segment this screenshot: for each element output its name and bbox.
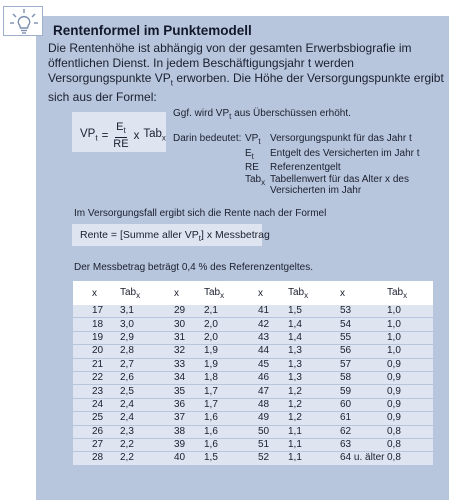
cell-tab-value: 2,6 [120, 371, 174, 384]
cell-age: 24 [73, 398, 120, 411]
cell-tab-value: 1,6 [204, 412, 258, 425]
cell-tab-value: 2,2 [120, 438, 174, 451]
table-row [73, 452, 433, 465]
legend-desc: Tabellenwert für das Alter x des Versicherten im Jahr [270, 173, 409, 196]
table-row [73, 345, 433, 358]
legend-desc: Referenzentgelt [270, 162, 341, 173]
cell-age: 30 [174, 318, 204, 331]
cell-tab-value: 2,4 [120, 412, 174, 425]
intro-text: Die Rentenhöhe ist abhängig von der gesamten Erwerbsbiografie im öffentlichen Dienst. In jedem Beschäftigungsjahr t werden Versorgungspunkte $VP_t$ erworben. Die Höhe der Versorgungspunkte ergibt sich aus der Formel: [48, 41, 444, 105]
rente-formula: Rente = [Summe aller $VP_t$] x Messbetrag [80, 229, 270, 244]
table-row [73, 305, 433, 318]
vp-hint: Ggf. wird $VP_t$ aus Überschüssen erhöht. [173, 108, 351, 121]
table-row [73, 398, 433, 411]
cell-age: 38 [174, 425, 204, 438]
cell-age: 22 [73, 371, 120, 384]
cell-tab-value: 2,5 [120, 385, 174, 398]
legend-symbol: RE [245, 162, 259, 173]
cell-tab-value: 0,9 [387, 385, 433, 398]
cell-tab-value: 0,9 [387, 358, 433, 371]
formula-equals: = [101, 129, 109, 142]
cell-tab-value: 2,3 [120, 425, 174, 438]
formula-times: x [133, 129, 140, 142]
cell-age: 41 [258, 305, 288, 318]
formula-numerator: $E_t$ [115, 121, 127, 138]
cell-age: 26 [73, 425, 120, 438]
cell-age: 21 [73, 358, 120, 371]
cell-tab-value: 0,9 [387, 398, 433, 411]
section-title: Rentenformel im Punktemodell [53, 23, 252, 38]
formula-fraction [113, 121, 128, 150]
cell-age: 49 [258, 412, 288, 425]
formula-tab: Tab$_x$ [143, 128, 166, 143]
symbol-legend [245, 133, 430, 197]
cell-age: 56 [340, 345, 387, 358]
cell-age: 63 [340, 438, 387, 451]
versorgungsfall-text: Im Versorgungsfall ergibt sich die Rente nach der Formel [74, 208, 327, 219]
cell-tab-value: 1,6 [204, 425, 258, 438]
cell-age: 53 [340, 305, 387, 318]
table-row [73, 412, 433, 425]
table-row [73, 331, 433, 344]
header-tab: Tab$_x$ [288, 281, 340, 305]
cell-age: 42 [258, 318, 288, 331]
cell-tab-value: 1,7 [204, 385, 258, 398]
cell-age: 32 [174, 345, 204, 358]
cell-tab-value: 1,3 [288, 345, 340, 358]
cell-age: 34 [174, 371, 204, 384]
cell-age: 47 [258, 385, 288, 398]
cell-age: 25 [73, 412, 120, 425]
legend-desc: Versorgungspunkt für das Jahr t [270, 133, 412, 144]
cell-tab-value: 1,6 [204, 438, 258, 451]
cell-tab-value: 1,8 [204, 371, 258, 384]
cell-age: 52 [258, 452, 288, 465]
legend-row [245, 162, 430, 174]
cell-tab-value: 2,0 [204, 318, 258, 331]
cell-tab-value: 1,0 [387, 345, 433, 358]
header-tab: Tab$_x$ [120, 281, 174, 305]
cell-age: 27 [73, 438, 120, 451]
header-x: x [258, 281, 288, 305]
cell-age: 61 [340, 412, 387, 425]
cell-tab-value: 1,1 [288, 452, 340, 465]
cell-tab-value: 1,5 [288, 305, 340, 318]
header-x: x [73, 281, 120, 305]
cell-tab-value: 2,2 [120, 452, 174, 465]
table-row [73, 438, 433, 451]
cell-tab-value: 1,1 [288, 425, 340, 438]
cell-age: 45 [258, 358, 288, 371]
cell-tab-value: 1,3 [288, 371, 340, 384]
table-row [73, 318, 433, 331]
legend-desc: Entgelt des Versicherten im Jahr t [270, 147, 420, 159]
cell-tab-value: 3,1 [120, 305, 174, 318]
cell-tab-value: 2,8 [120, 345, 174, 358]
cell-tab-value: 0,9 [387, 412, 433, 425]
cell-tab-value: 0,9 [387, 371, 433, 384]
cell-age: 62 [340, 425, 387, 438]
cell-tab-value: 1,2 [288, 398, 340, 411]
cell-age: 60 [340, 398, 387, 411]
cell-age: 46 [258, 371, 288, 384]
cell-tab-value: 2,9 [120, 331, 174, 344]
cell-age: 29 [174, 305, 204, 318]
header-x: x [340, 281, 387, 305]
cell-age: 59 [340, 385, 387, 398]
legend-row [245, 133, 430, 148]
header-tab: Tab$_x$ [204, 281, 258, 305]
cell-tab-value: 2,7 [120, 358, 174, 371]
cell-age: 20 [73, 345, 120, 358]
cell-age: 43 [258, 331, 288, 344]
legend-symbol: $E_t$ [245, 147, 254, 161]
formula-lhs: $VP_t$ [80, 128, 98, 143]
lightbulb-icon [3, 6, 43, 36]
vp-formula [80, 121, 166, 150]
cell-age: 23 [73, 385, 120, 398]
cell-tab-value: 0,8 [387, 438, 433, 451]
legend-label: Darin bedeutet: [173, 133, 242, 144]
cell-age: 54 [340, 318, 387, 331]
table-row [73, 385, 433, 398]
cell-age: 55 [340, 331, 387, 344]
legend-symbol: Tab$_x$ [245, 173, 266, 187]
cell-tab-value: 2,0 [204, 331, 258, 344]
cell-tab-value: 1,9 [204, 358, 258, 371]
table-row [73, 371, 433, 384]
formula-denominator: RE [113, 138, 129, 151]
cell-tab-value: 1,0 [387, 305, 433, 318]
cell-age: 37 [174, 412, 204, 425]
cell-tab-value: 2,4 [120, 398, 174, 411]
cell-age: 17 [73, 305, 120, 318]
cell-tab-value: 1,7 [204, 398, 258, 411]
cell-tab-value: 1,3 [288, 358, 340, 371]
cell-tab-value: 1,0 [387, 331, 433, 344]
cell-age: 33 [174, 358, 204, 371]
cell-age: 35 [174, 385, 204, 398]
cell-tab-value: 1,4 [288, 318, 340, 331]
header-x: x [174, 281, 204, 305]
legend-row [245, 174, 430, 197]
cell-age: 19 [73, 331, 120, 344]
cell-age: 50 [258, 425, 288, 438]
legend-symbol: $VP_t$ [245, 133, 261, 146]
table-header-row [73, 281, 433, 305]
table-row [73, 358, 433, 371]
cell-age: 58 [340, 371, 387, 384]
cell-tab-value: 3,0 [120, 318, 174, 331]
cell-age: 39 [174, 438, 204, 451]
cell-age: 51 [258, 438, 288, 451]
cell-age: 18 [73, 318, 120, 331]
cell-tab-value: 1,4 [288, 331, 340, 344]
cell-tab-value: 1,9 [204, 345, 258, 358]
cell-age: 28 [73, 452, 120, 465]
cell-age: 64 u. älter [340, 452, 387, 465]
cell-tab-value: 1,0 [387, 318, 433, 331]
header-tab: Tab$_x$ [387, 281, 433, 305]
cell-tab-value: 2,1 [204, 305, 258, 318]
cell-age: 57 [340, 358, 387, 371]
cell-age: 40 [174, 452, 204, 465]
tab-values-table [73, 281, 433, 465]
cell-tab-value: 0,8 [387, 452, 433, 465]
cell-tab-value: 1,2 [288, 385, 340, 398]
cell-tab-value: 0,8 [387, 425, 433, 438]
cell-age: 44 [258, 345, 288, 358]
table-row [73, 425, 433, 438]
cell-tab-value: 1,1 [288, 438, 340, 451]
cell-tab-value: 1,2 [288, 412, 340, 425]
legend-row [245, 148, 430, 163]
cell-tab-value: 1,5 [204, 452, 258, 465]
cell-age: 36 [174, 398, 204, 411]
cell-age: 48 [258, 398, 288, 411]
cell-age: 31 [174, 331, 204, 344]
messbetrag-text: Der Messbetrag beträgt 0,4 % des Referenzentgeltes. [74, 262, 314, 273]
